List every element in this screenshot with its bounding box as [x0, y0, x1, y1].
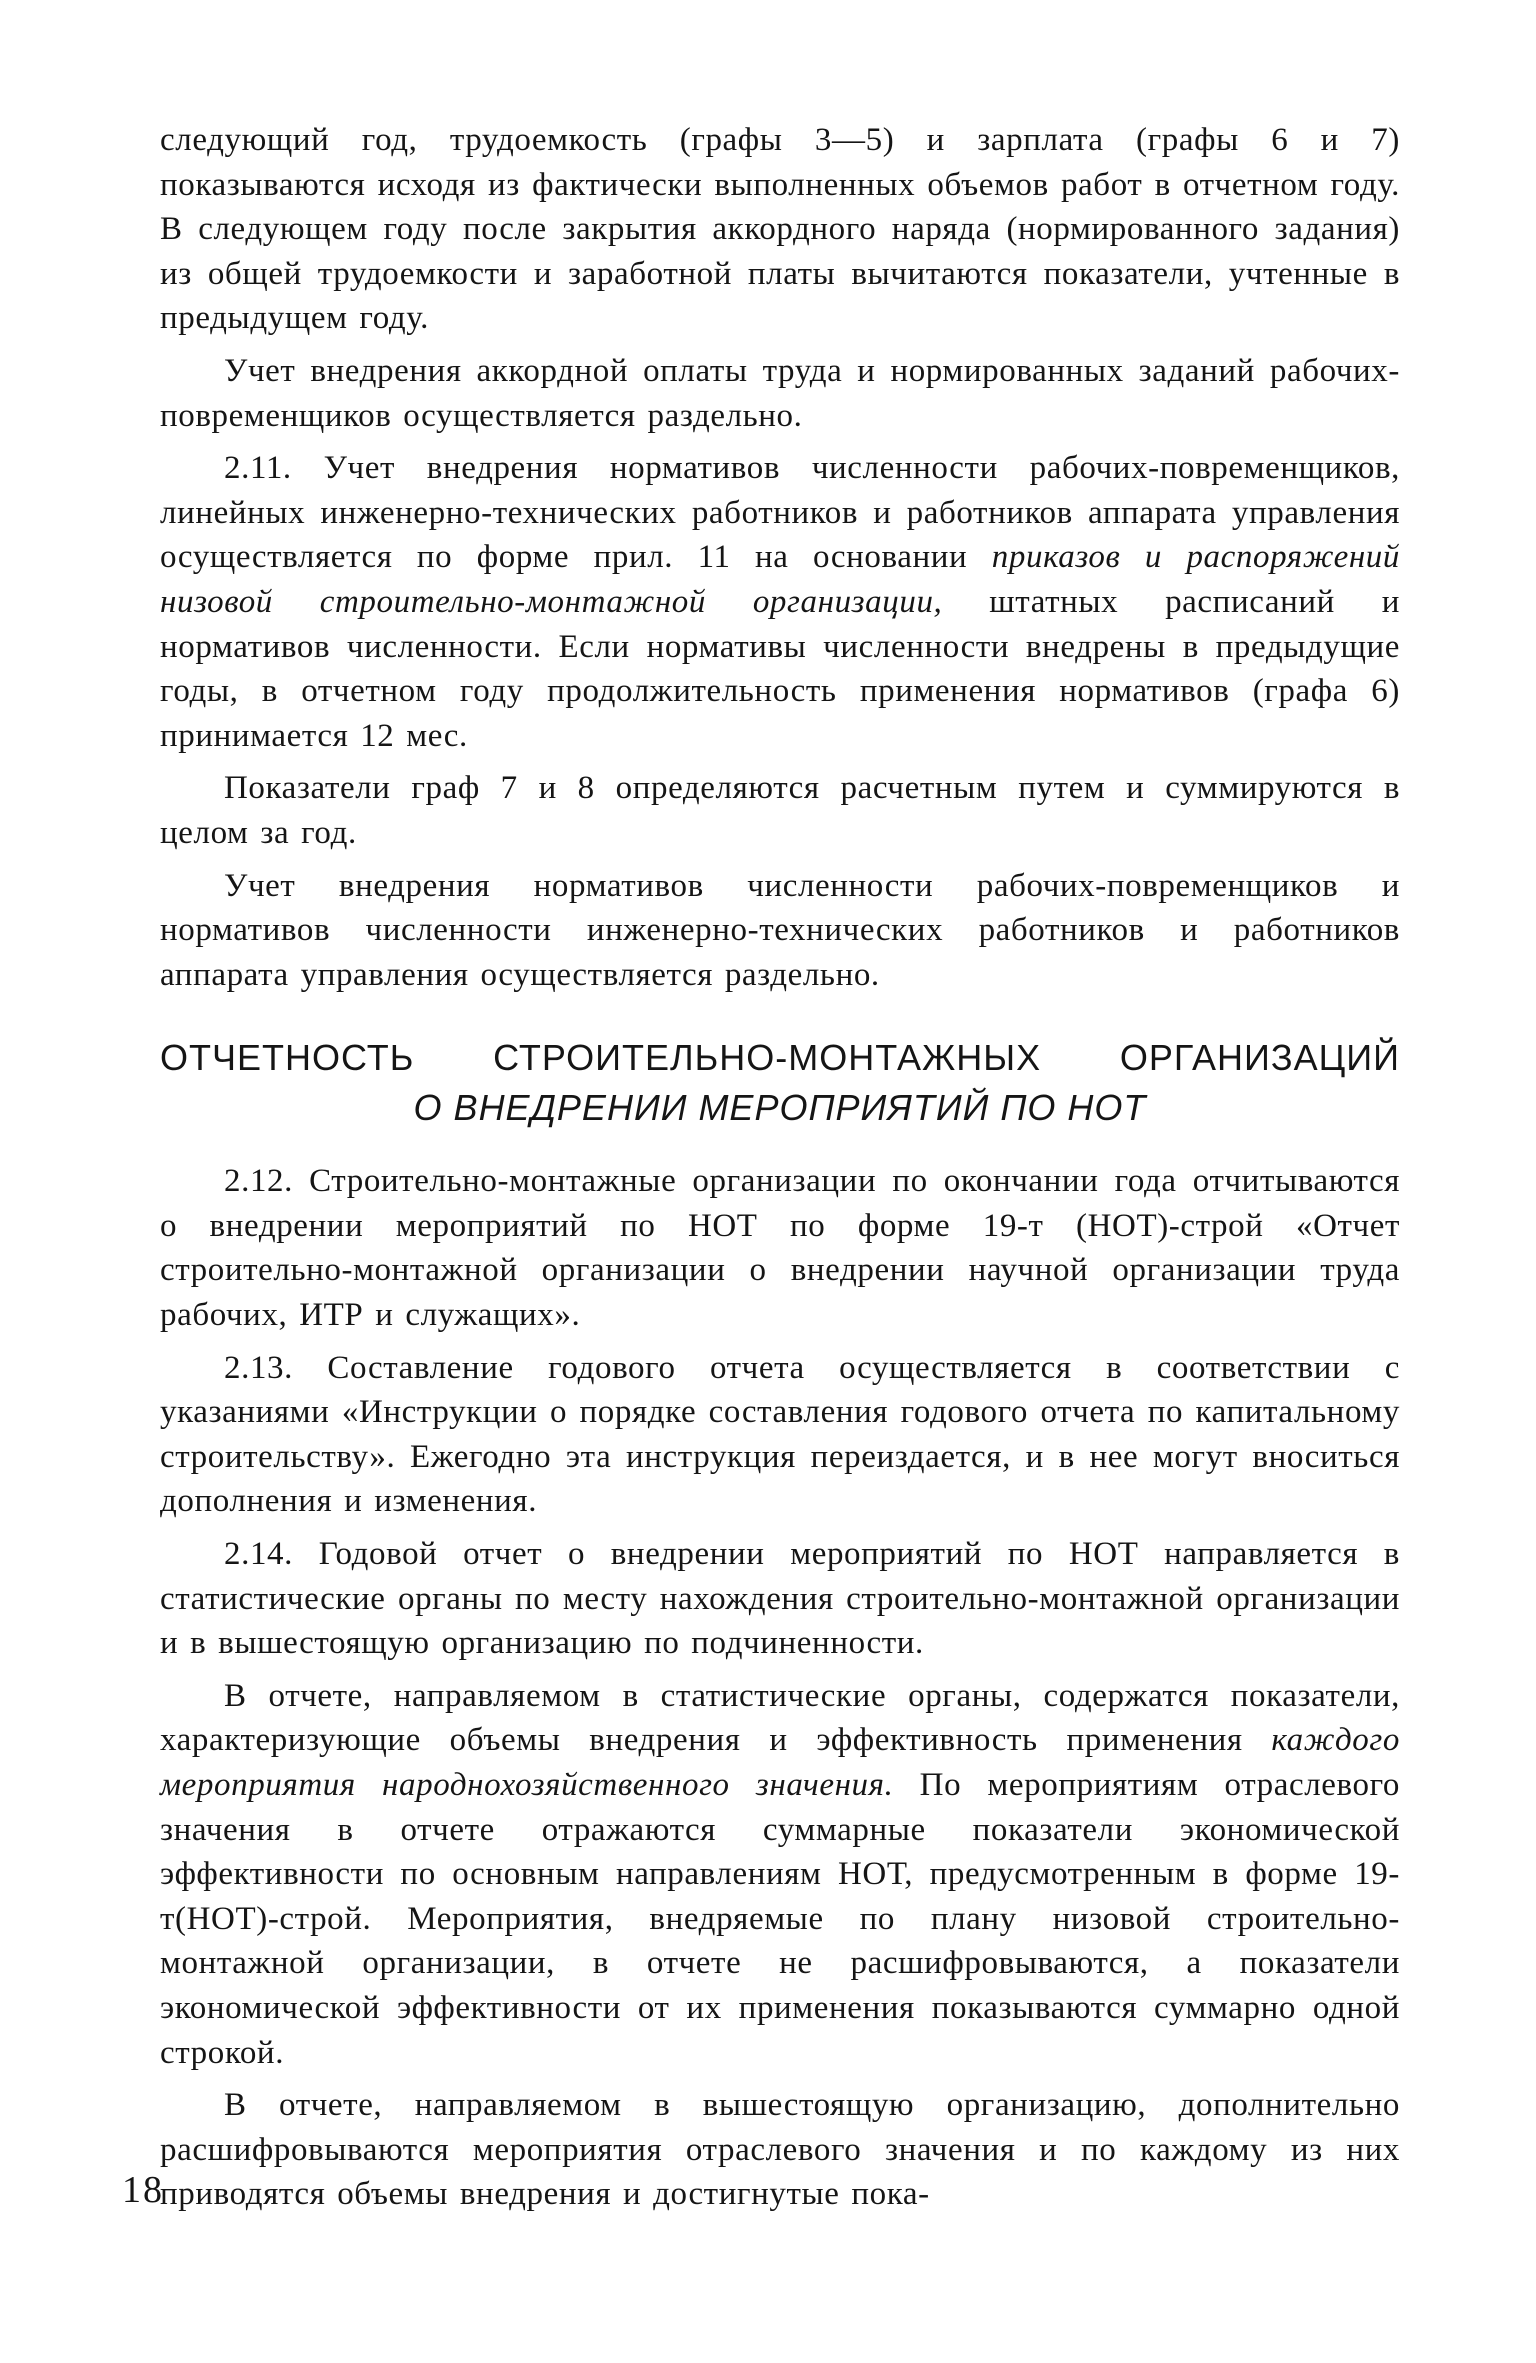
paragraph-2-11-text-a: 2.11. Учет внедрения нормативов численности рабочих-повременщиков, линейных инженерно-технических работников и работников аппарата управления осуществляется по форме прил. 11 на основании	[160, 450, 1400, 576]
paragraph-statistical-text-a: В отчете, направляемом в статистические органы, содержатся показатели, характеризующие объемы внедрения и эффективность применения	[160, 1677, 1400, 1759]
paragraph-statistical-report	[160, 1674, 1400, 2075]
paragraph-columns-7-8: Показатели граф 7 и 8 определяются расчетным путем и суммируются в целом за год.	[160, 770, 1400, 851]
paragraph-accord-payment: Учет внедрения аккордной оплаты труда и нормированных заданий рабочих-повременщиков осуществляется раздельно.	[160, 352, 1400, 434]
paragraph-2-11-italic: приказов и распоряжений низовой строительно-монтажной организации,	[160, 539, 1400, 620]
section-heading-line2: О ВНЕДРЕНИИ МЕРОПРИЯТИЙ ПО НОТ	[413, 1087, 1147, 1129]
page-number: 18	[122, 2169, 164, 2211]
paragraph-2-12: 2.12. Строительно-монтажные организации по окончании года отчитываются о внедрении мероприятий по НОТ по форме 19-т (НОТ)-строй «Отчет строительно-монтажной организации о внедрении научной организации труда рабочих, ИТР и служащих».	[160, 1163, 1400, 1334]
section-heading	[160, 1033, 1400, 1133]
paragraph-2-14: 2.14. Годовой отчет о внедрении мероприятий по НОТ направляется в статистические органы по месту нахождения строительно-монтажной организации и в вышестоящую организацию по подчиненности.	[160, 1536, 1400, 1662]
paragraph-2-13: 2.13. Составление годового отчета осуществляется в соответствии с указаниями «Инструкции о порядке составления годового отчета по капитальному строительству». Ежегодно эта инструкция переиздается, и в нее могут вноситься дополнения и изменения.	[160, 1349, 1400, 1520]
paragraph-2-11	[160, 446, 1400, 758]
paragraph-continuation: следующий год, трудоемкость (графы 3—5) и зарплата (графы 6 и 7) показываются исходя из фактически выполненных объемов работ в отчетном году. В следующем году после закрытия аккордного наряда (нормированного задания) из общей трудоемкости и заработной платы вычитаются показатели, учтенные в предыдущем году.	[160, 122, 1400, 337]
paragraph-2-11-text-b: штатных расписаний и нормативов численности. Если нормативы численности внедрены в предыдущие годы, в отчетном году продолжительность применения нормативов (графа 6) принимается 12 мес.	[160, 583, 1400, 754]
paragraph-statistical-text-b: По мероприятиям отраслевого значения в отчете отражаются суммарные показатели экономической эффективности по основным направлениям НОТ, предусмотренным в форме 19-т(НОТ)-строй. Мероприятия, внедряемые по плану низовой строительно-монтажной организации, в отчете не расшифровываются, а показатели экономической эффективности от их применения показываются суммарно одной строкой.	[160, 1767, 1400, 2071]
paragraph-staffing-norms: Учет внедрения нормативов численности рабочих-повременщиков и нормативов численности инженерно-технических работников и работников аппарата управления осуществляется раздельно.	[160, 867, 1400, 993]
paragraph-statistical-italic: каждого мероприятия народнохозяйственного значения.	[160, 1722, 1400, 1803]
section-heading-line1: ОТЧЕТНОСТЬ СТРОИТЕЛЬНО-МОНТАЖНЫХ ОРГАНИЗАЦИЙ	[160, 1037, 1400, 1079]
paragraph-higher-organization: В отчете, направляемом в вышестоящую организацию, дополнительно расшифровываются мероприятия отраслевого значения и по каждому из них приводятся объемы внедрения и достигнутые пока-	[160, 2087, 1400, 2213]
body-text	[160, 118, 1400, 2217]
